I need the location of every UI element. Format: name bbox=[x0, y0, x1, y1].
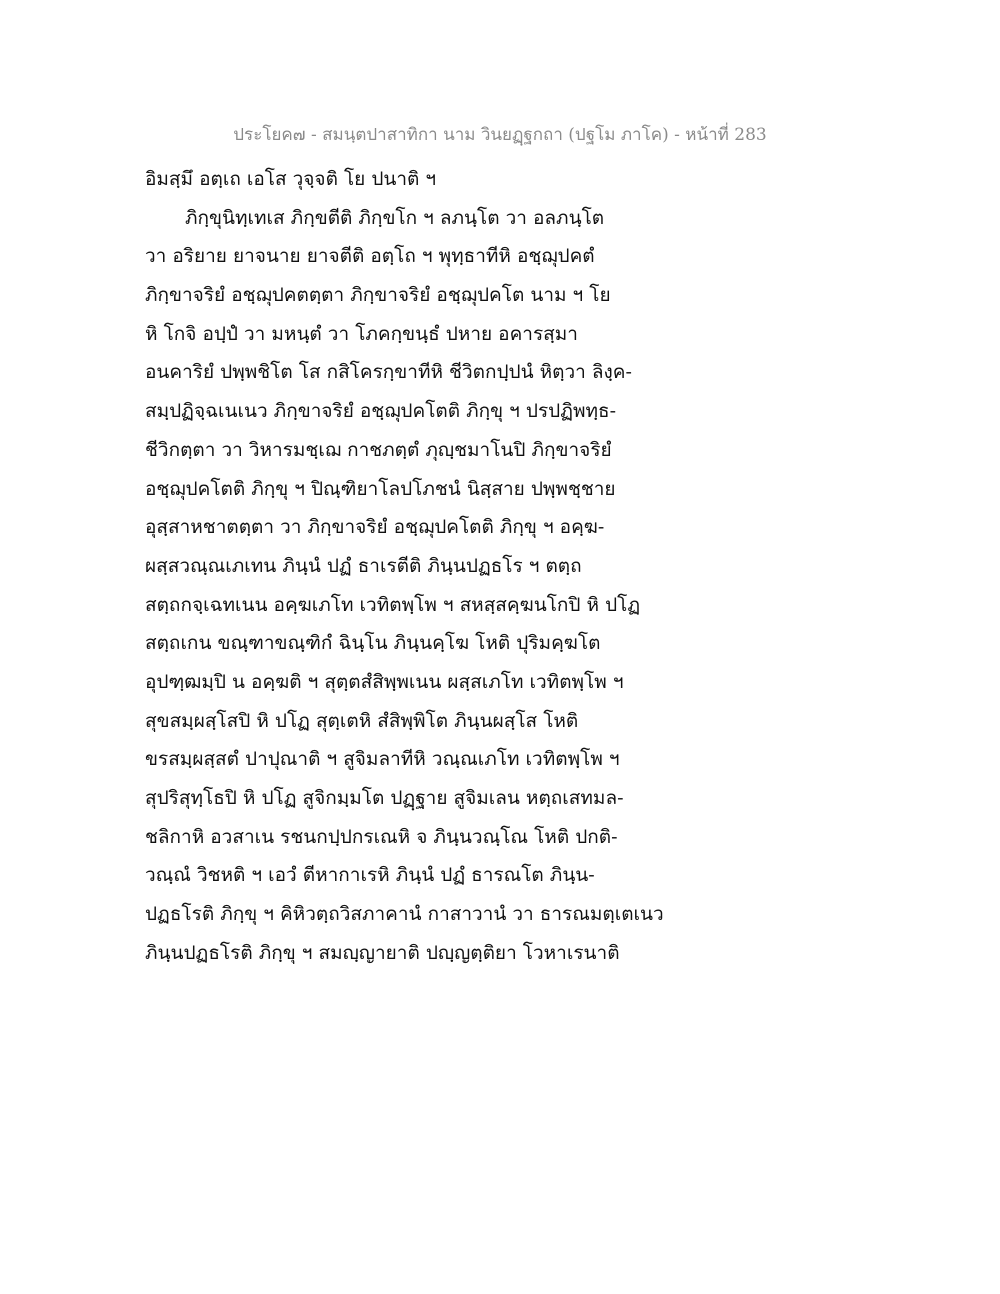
text-line: อชฺฌุปคโตติ ภิกฺขุ ฯ ปิณฺฑิยาโลปโภชนํ นิสฺสาย ปพฺพชฺชาย bbox=[145, 477, 616, 500]
text-line: สตฺถเกน ขณฺฑาขณฺฑิกํ ฉินฺโน ภินฺนคฺโฆ โหติ ปุริมคฺฆโต bbox=[145, 632, 601, 655]
text-line: ปฏธโรติ ภิกฺขุ ฯ คิหิวตฺถวิสภาคานํ กาสาวานํ วา ธารณมตฺเตเนว bbox=[145, 903, 664, 926]
text-line: ภินฺนปฏธโรติ ภิกฺขุ ฯ สมญฺญายาติ ปญฺญตฺติยา โวหาเรนาติ bbox=[145, 941, 620, 964]
text-line: ภิกฺขุนิทฺเทเส ภิกฺขตีติ ภิกฺขโก ฯ ลภนฺโต วา อลภนฺโต bbox=[185, 206, 605, 229]
text-line: ขรสมฺผสฺสตํ ปาปุณาติ ฯ สูจิมลาทีหิ วณฺณเภโท เวทิตพฺโพ ฯ bbox=[145, 748, 620, 771]
text-line: ภิกฺขาจริยํ อชฺฌุปคตตฺตา ภิกฺขาจริยํ อชฺฌุปคโต นาม ฯ โย bbox=[145, 284, 611, 307]
text-line: อนคาริยํ ปพฺพชิโต โส กสิโครกฺขาทีหิ ชีวิตกปฺปนํ หิตฺวา ลิงฺค- bbox=[145, 361, 632, 384]
text-line: อุสฺสาหชาตตฺตา วา ภิกฺขาจริยํ อชฺฌุปคโตติ ภิกฺขุ ฯ อคฺฆ- bbox=[145, 516, 605, 539]
text-line: อุปฑฺฒมฺปิ น อคฺฆติ ฯ สุตฺตสํสิพฺพเนน ผสฺสเภโท เวทิตพฺโพ ฯ bbox=[145, 670, 624, 693]
page-header: ประโยค๗ - สมนฺตปาสาทิกา นาม วินยฏฺฐกถา (ปฐโม ภาโค) - หน้าที่ 283 bbox=[233, 125, 767, 145]
text-line: วณฺณํ วิชหติ ฯ เอวํ ตีหากาเรหิ ภินฺนํ ปฏํ ธารณโต ภินฺน- bbox=[145, 864, 595, 887]
text-line: อิมสฺมึ อตฺเถ เอโส วุจฺจติ โย ปนาติ ฯ bbox=[145, 168, 437, 190]
text-line: ผสฺสวณฺณเภเทน ภินฺนํ ปฏํ ธาเรตีติ ภินฺนปฏธโร ฯ ตตฺถ bbox=[145, 554, 582, 577]
text-line: หิ โกจิ อปฺปํ วา มหนฺตํ วา โภคกฺขนฺธํ ปหาย อคารสฺมา bbox=[145, 322, 578, 345]
text-line: ชลิกาหิ อวสาเน รชนกปฺปกรเณหิ จ ภินฺนวณฺโณ โหติ ปกติ- bbox=[145, 825, 618, 848]
text-line: วา อริยาย ยาจนาย ยาจตีติ อตฺโถ ฯ พุทฺธาทีหิ อชฺฌุปคตํ bbox=[145, 245, 595, 268]
text-line: สตฺถกจฺเฉทเนน อคฺฆเภโท เวทิตพฺโพ ฯ สหสฺสคฺฆนโกปิ หิ ปโฏ bbox=[145, 593, 641, 616]
text-line: ชีวิกตฺตา วา วิหารมชฺเฌ กาชภตฺตํ ภุญฺชมาโนปิ ภิกฺขาจริยํ bbox=[145, 438, 612, 461]
text-line: สุขสมฺผสฺโสปิ หิ ปโฏ สุตฺเตหิ สํสิพฺพิโต ภินฺนผสฺโส โหติ bbox=[145, 709, 579, 732]
body-text bbox=[145, 160, 705, 972]
text-line: สุปริสุทฺโธปิ หิ ปโฏ สูจิกมฺมโต ปฏฺฐาย สูจิมเลน หตฺถเสทมล- bbox=[145, 787, 624, 809]
text-line: สมฺปฏิจฺฉเนเนว ภิกฺขาจริยํ อชฺฌุปคโตติ ภิกฺขุ ฯ ปรปฏิพทฺธ- bbox=[145, 400, 617, 423]
